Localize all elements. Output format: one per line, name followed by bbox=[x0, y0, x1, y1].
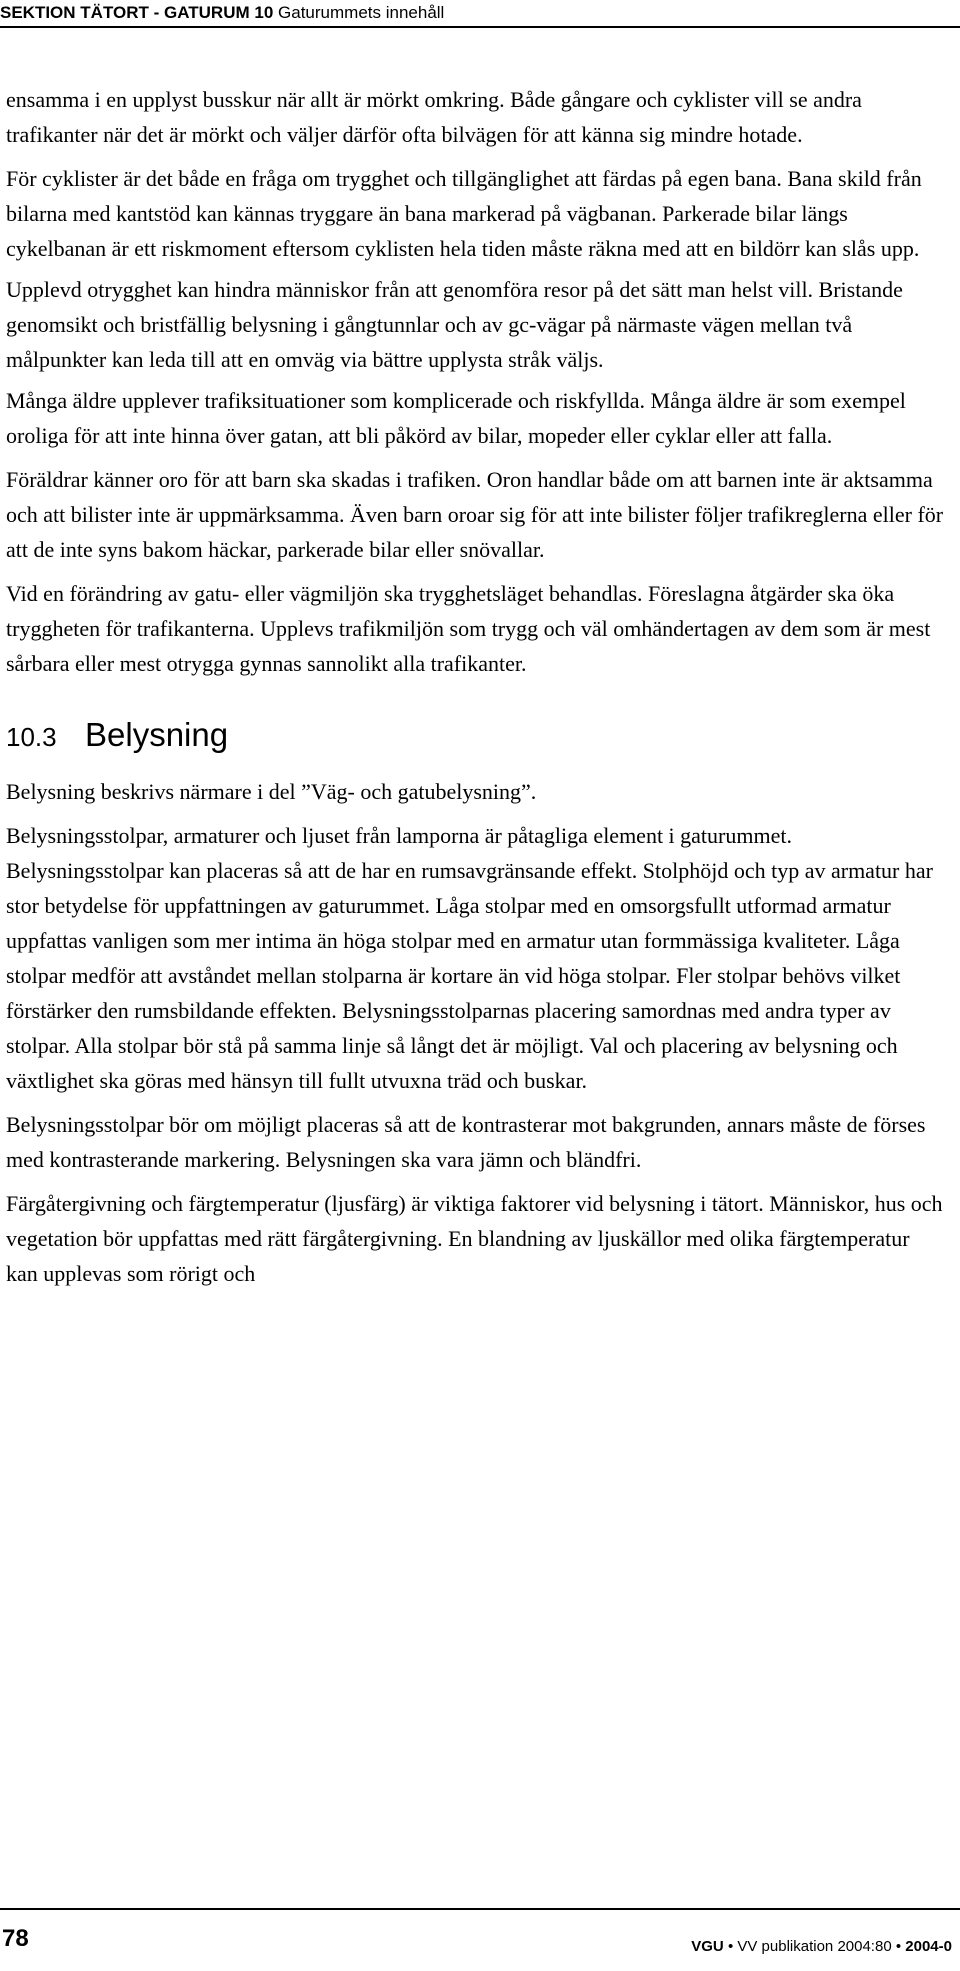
footer-vgu: VGU bbox=[691, 1938, 724, 1955]
header-section: SEKTION TÄTORT - GATURUM bbox=[0, 3, 250, 22]
footer-rule bbox=[0, 1908, 960, 1910]
section-heading bbox=[6, 717, 946, 756]
paragraph: Vid en förändring av gatu- eller vägmiljön ska trygghetsläget behandlas. Föreslagna åtgärder ska öka tryggheten för trafikanterna. Upplevs trafikmiljön som trygg och väl omhändertagen av dem som är mest sårbara eller mest otrygga gynnas sannolikt alla trafikanter. bbox=[6, 581, 931, 676]
running-header bbox=[0, 0, 960, 28]
section-title: Belysning bbox=[85, 716, 229, 753]
header-chapter-title: Gaturummets innehåll bbox=[278, 3, 445, 22]
paragraph: ensamma i en upplyst busskur när allt är mörkt omkring. Både gångare och cyklister vill se andra trafikanter när det är mörkt och väljer därför ofta bilvägen för att känna sig mindre hotade. bbox=[6, 87, 862, 147]
footer-version: 2004-0 bbox=[905, 1938, 952, 1955]
publication-info bbox=[691, 1937, 952, 1957]
paragraph: Många äldre upplever trafiksituationer som komplicerade och riskfyllda. Många äldre är som exempel oroliga för att inte hinna över gatan, att bli påkörd av bilar, mopeder eller cyklar eller att falla. bbox=[6, 388, 906, 448]
page-number: 78 bbox=[2, 1925, 29, 1952]
paragraph: För cyklister är det både en fråga om trygghet och tillgänglighet att färdas på egen bana. Bana skild från bilarna med kantstöd kan kännas tryggare än bana markerad på vägbanan. Parkerade bilar längs cykelbanan är ett riskmoment eftersom cyklisten hela tiden måste räkna med att en bildörr kan slås upp. bbox=[6, 166, 922, 261]
paragraph: Upplevd otrygghet kan hindra människor från att genomföra resor på det sätt man helst vill. Bristande genomsikt och bristfällig belysning i gångtunnlar och av gc-vägar på närmaste vägen mellan två målpunkter kan leda till att en omväg via bättre upplysta stråk väljs. bbox=[6, 277, 903, 372]
footer-bullet: • bbox=[727, 1938, 734, 1955]
paragraph: Belysning beskrivs närmare i del ”Väg- och gatubelysning”. bbox=[6, 779, 537, 804]
footer-bullet: • bbox=[895, 1938, 902, 1955]
paragraph: Föräldrar känner oro för att barn ska skadas i trafiken. Oron handlar både om att barnen inte är aktsamma och att bilister inte är uppmärksamma. Även barn oroar sig för att inte bilister följer trafikreglerna eller för att de inte syns bakom häckar, parkerade bilar eller snövallar. bbox=[6, 467, 944, 562]
paragraph: Belysningsstolpar, armaturer och ljuset från lamporna är påtagliga element i gaturummet. Belysningsstolpar kan placeras så att de har en rumsavgränsande effekt. Stolphöjd och typ av armatur har stor betydelse för uppfattningen av gaturummet. Låga stolpar med en omsorgsfullt utformad armatur uppfattas vanligen som mer intima än höga stolpar med en armatur utan formmässiga kvaliteter. Låga stolpar medför att avståndet mellan stolparna är kortare än vid höga stolpar. Fler stolpar behövs vilket förstärker den rumsbildande effekten. Belysningsstolparnas placering samordnas med andra typer av stolpar. Alla stolpar bör stå på samma linje så långt det är möjligt. Val och placering av belysning och växtlighet ska göras med hänsyn till fullt utvuxna träd och buskar. bbox=[6, 823, 933, 1093]
body-text bbox=[6, 82, 946, 1300]
footer-publication: VV publikation 2004:80 bbox=[737, 1938, 892, 1955]
section-number: 10.3 bbox=[6, 722, 57, 752]
paragraph: Belysningsstolpar bör om möjligt placeras så att de kontrasterar mot bakgrunden, annars måste de förses med kontrasterande markering. Belysningen ska vara jämn och bländfri. bbox=[6, 1112, 926, 1172]
paragraph: Färgåtergivning och färgtemperatur (ljusfärg) är viktiga faktorer vid belysning i tätort. Människor, hus och vegetation bör uppfattas med rätt färgåtergivning. En blandning av ljuskällor med olika färgtemperatur kan upplevas som rörigt och bbox=[6, 1191, 943, 1286]
header-chapter-number: 10 bbox=[254, 3, 274, 22]
